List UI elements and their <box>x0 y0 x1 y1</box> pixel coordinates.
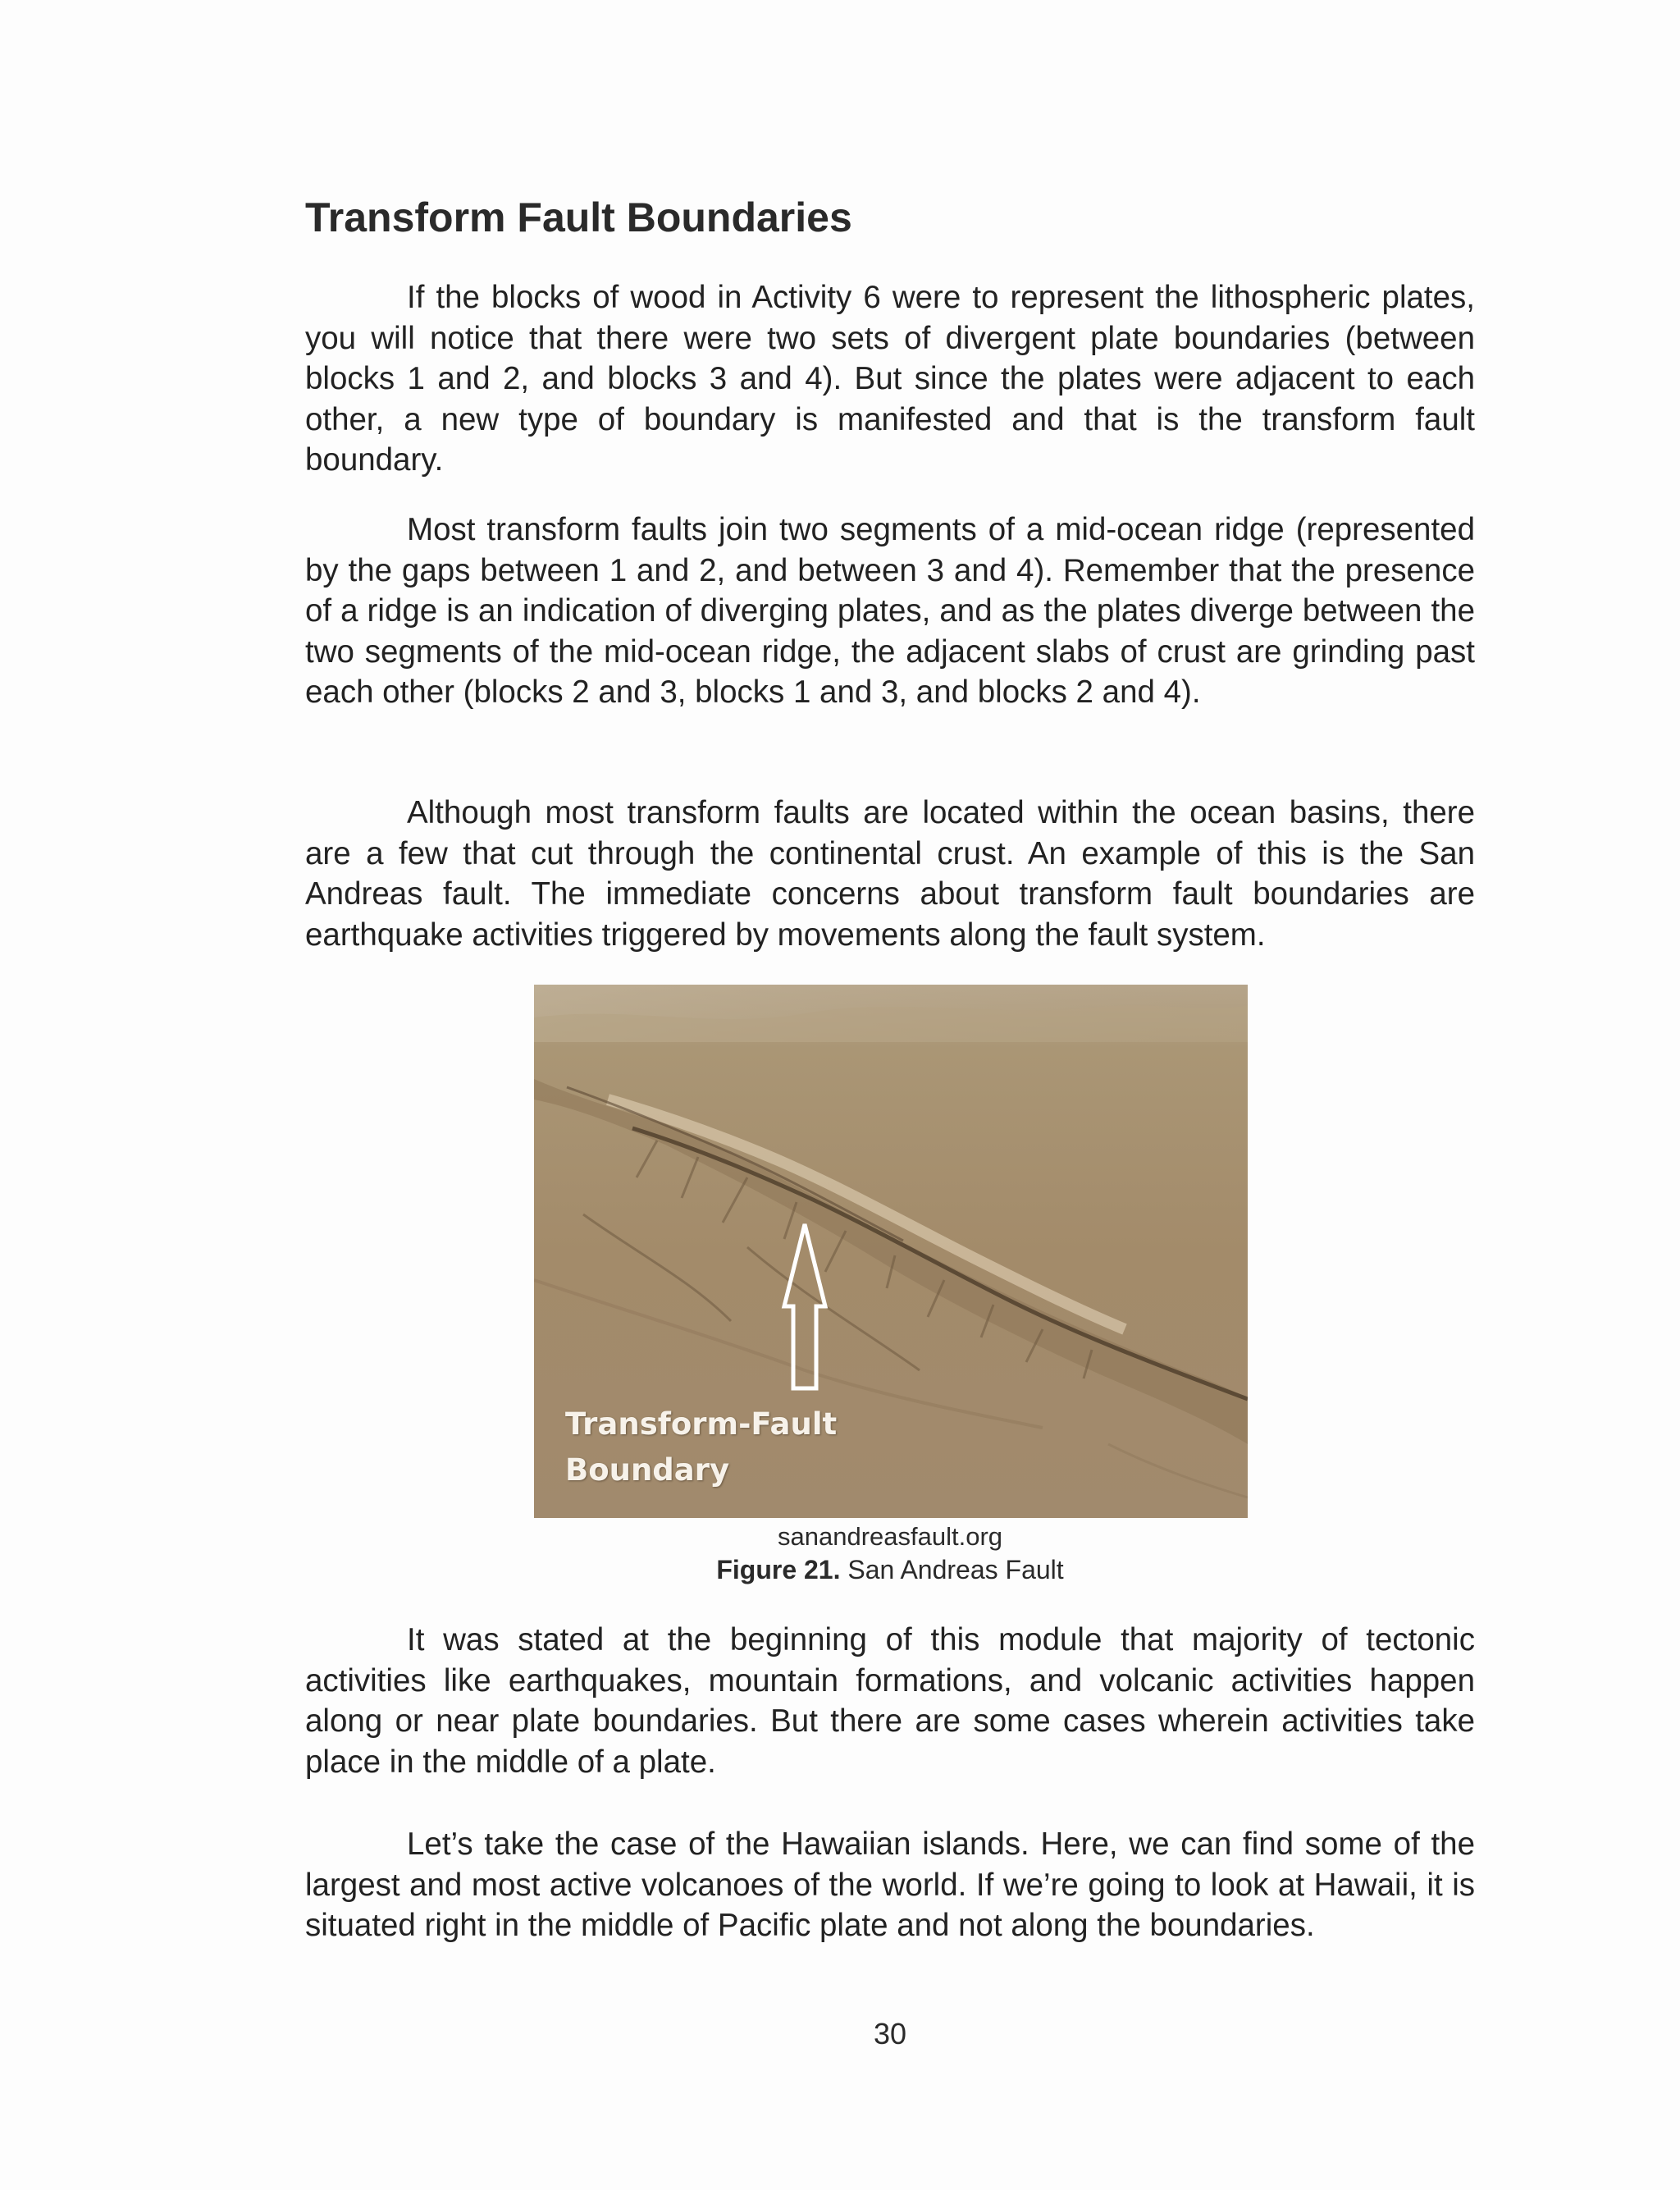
paragraph-3: Although most transform faults are located within the ocean basins, there are a few that cut through the continental crust. An example of this is the San Andreas fault. The immediate concerns about transform fault boundaries are earthquake activities triggered by movements along the fault system. <box>305 795 1475 953</box>
figure-title: San Andreas Fault <box>840 1555 1064 1584</box>
paragraph-1: If the blocks of wood in Activity 6 were to represent the lithospheric plates, you will notice that there were two sets of divergent plate boundaries (between blocks 1 and 2, and blocks 3 and 4). But since the plates were adjacent to each other, a new type of boundary is manifested and that is the transform fault boundary. <box>305 280 1475 478</box>
image-credit: sanandreasfault.org <box>777 1522 1003 1551</box>
paragraph-5: Let’s take the case of the Hawaiian islands. Here, we can find some of the largest and most active volcanoes of the world. If we’re going to look at Hawaii, it is situated right in the middle of Pacific plate and not along the boundaries. <box>305 1827 1475 1944</box>
aerial-fault-photo <box>534 985 1248 1518</box>
photo-overlay-label: Transform-Fault Boundary <box>565 1406 838 1488</box>
page-number: 30 <box>873 2017 907 2051</box>
paragraph-4: It was stated at the beginning of this module that majority of tectonic activities like earthquakes, mountain formations, and volcanic activities happen along or near plate boundaries. But there are some cases wherein activities take place in the middle of a plate. <box>305 1622 1475 1780</box>
figure-number: Figure 21. <box>716 1555 841 1584</box>
figure-caption <box>305 1552 1475 1587</box>
paragraph-2: Most transform faults join two segments of a mid-ocean ridge (represented by the gaps between 1 and 2, and between 3 and 4). Remember that the presence of a ridge is an indication of diverging plates, and as the plates diverge between the two segments of the mid-ocean ridge, the adjacent slabs of crust are grinding past each other (blocks 2 and 3, blocks 1 and 3, and blocks 2 and 4). <box>305 512 1475 711</box>
section-heading: Transform Fault Boundaries <box>305 194 852 240</box>
